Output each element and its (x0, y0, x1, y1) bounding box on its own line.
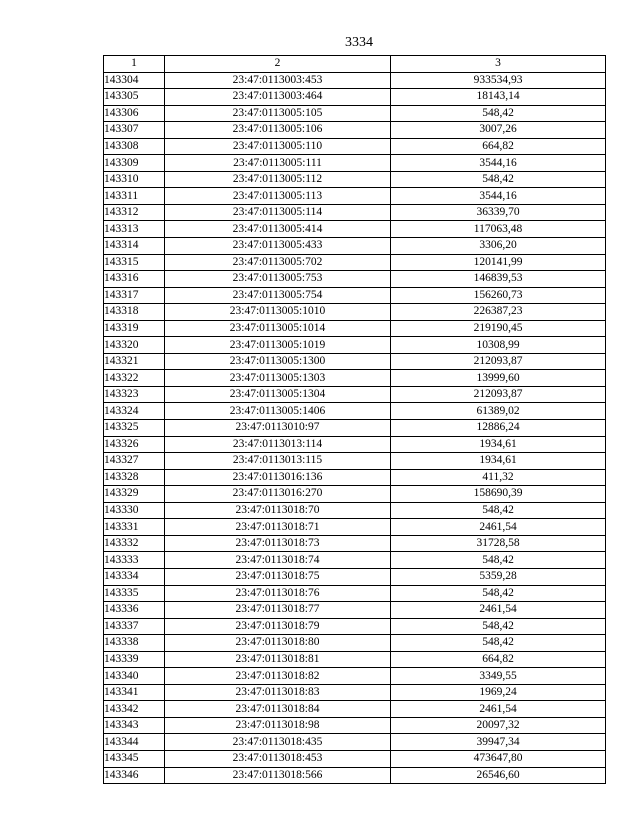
table-row (104, 767, 606, 784)
table-row (104, 635, 606, 652)
value-cell: 1934,61 (391, 436, 606, 453)
row-number-cell: 143316 (104, 271, 165, 288)
row-number-cell: 143311 (104, 188, 165, 205)
registry-table (103, 55, 606, 784)
table-row (104, 155, 606, 172)
value-cell: 548,42 (391, 105, 606, 122)
table-row (104, 436, 606, 453)
row-number-cell: 143307 (104, 122, 165, 139)
table-row (104, 171, 606, 188)
value-cell: 20097,32 (391, 717, 606, 734)
value-cell: 2461,54 (391, 602, 606, 619)
table-row (104, 585, 606, 602)
value-cell: 2461,54 (391, 701, 606, 718)
row-number-cell: 143317 (104, 287, 165, 304)
table-row (104, 552, 606, 569)
table-body (104, 72, 606, 784)
row-number-cell: 143342 (104, 701, 165, 718)
cadastral-number-cell: 23:47:0113018:79 (165, 618, 391, 635)
table-row (104, 453, 606, 470)
value-cell: 548,42 (391, 618, 606, 635)
value-cell: 212093,87 (391, 386, 606, 403)
cadastral-number-cell: 23:47:0113005:114 (165, 204, 391, 221)
cadastral-number-cell: 23:47:0113005:1019 (165, 337, 391, 354)
value-cell: 548,42 (391, 171, 606, 188)
value-cell: 156260,73 (391, 287, 606, 304)
cadastral-number-cell: 23:47:0113005:113 (165, 188, 391, 205)
table-row (104, 122, 606, 139)
row-number-cell: 143337 (104, 618, 165, 635)
cadastral-number-cell: 23:47:0113005:1010 (165, 304, 391, 321)
row-number-cell: 143338 (104, 635, 165, 652)
value-cell: 146839,53 (391, 271, 606, 288)
row-number-cell: 143321 (104, 353, 165, 370)
row-number-cell: 143344 (104, 734, 165, 751)
value-cell: 5359,28 (391, 568, 606, 585)
value-cell: 117063,48 (391, 221, 606, 238)
row-number-cell: 143339 (104, 651, 165, 668)
value-cell: 3349,55 (391, 668, 606, 685)
row-number-cell: 143304 (104, 72, 165, 89)
row-number-cell: 143312 (104, 204, 165, 221)
cadastral-number-cell: 23:47:0113018:80 (165, 635, 391, 652)
row-number-cell: 143310 (104, 171, 165, 188)
table-row (104, 370, 606, 387)
value-cell: 18143,14 (391, 89, 606, 106)
value-cell: 39947,34 (391, 734, 606, 751)
row-number-cell: 143327 (104, 453, 165, 470)
row-number-cell: 143326 (104, 436, 165, 453)
column-header-3: 3 (391, 56, 606, 73)
row-number-cell: 143329 (104, 486, 165, 503)
value-cell: 212093,87 (391, 353, 606, 370)
cadastral-number-cell: 23:47:0113003:464 (165, 89, 391, 106)
value-cell: 3306,20 (391, 238, 606, 255)
table-row (104, 734, 606, 751)
row-number-cell: 143332 (104, 535, 165, 552)
row-number-cell: 143309 (104, 155, 165, 172)
value-cell: 664,82 (391, 651, 606, 668)
cadastral-number-cell: 23:47:0113005:754 (165, 287, 391, 304)
table-row (104, 188, 606, 205)
table-row (104, 502, 606, 519)
cadastral-number-cell: 23:47:0113018:75 (165, 568, 391, 585)
table-row (104, 602, 606, 619)
cadastral-number-cell: 23:47:0113018:71 (165, 519, 391, 536)
cadastral-number-cell: 23:47:0113018:76 (165, 585, 391, 602)
cadastral-number-cell: 23:47:0113018:70 (165, 502, 391, 519)
row-number-cell: 143330 (104, 502, 165, 519)
value-cell: 548,42 (391, 585, 606, 602)
row-number-cell: 143313 (104, 221, 165, 238)
cadastral-number-cell: 23:47:0113018:84 (165, 701, 391, 718)
table-row (104, 89, 606, 106)
table-row (104, 386, 606, 403)
row-number-cell: 143341 (104, 684, 165, 701)
table-row (104, 403, 606, 420)
cadastral-number-cell: 23:47:0113005:1300 (165, 353, 391, 370)
value-cell: 26546,60 (391, 767, 606, 784)
table-row (104, 238, 606, 255)
cadastral-number-cell: 23:47:0113005:433 (165, 238, 391, 255)
cadastral-number-cell: 23:47:0113018:73 (165, 535, 391, 552)
cadastral-number-cell: 23:47:0113013:115 (165, 453, 391, 470)
row-number-cell: 143328 (104, 469, 165, 486)
cadastral-number-cell: 23:47:0113005:1304 (165, 386, 391, 403)
row-number-cell: 143322 (104, 370, 165, 387)
table-row (104, 271, 606, 288)
cadastral-number-cell: 23:47:0113005:753 (165, 271, 391, 288)
cadastral-number-cell: 23:47:0113005:1303 (165, 370, 391, 387)
row-number-cell: 143305 (104, 89, 165, 106)
value-cell: 548,42 (391, 635, 606, 652)
row-number-cell: 143323 (104, 386, 165, 403)
table-row (104, 337, 606, 354)
row-number-cell: 143325 (104, 420, 165, 437)
cadastral-number-cell: 23:47:0113005:106 (165, 122, 391, 139)
table-row (104, 105, 606, 122)
value-cell: 1969,24 (391, 684, 606, 701)
row-number-cell: 143314 (104, 238, 165, 255)
value-cell: 411,32 (391, 469, 606, 486)
row-number-cell: 143324 (104, 403, 165, 420)
table-row (104, 304, 606, 321)
table-row (104, 254, 606, 271)
value-cell: 13999,60 (391, 370, 606, 387)
table-row (104, 618, 606, 635)
table-row (104, 684, 606, 701)
value-cell: 3544,16 (391, 188, 606, 205)
table-row (104, 287, 606, 304)
table-header-row (104, 56, 606, 73)
page-number: 3334 (345, 35, 373, 50)
row-number-cell: 143336 (104, 602, 165, 619)
value-cell: 933534,93 (391, 72, 606, 89)
value-cell: 158690,39 (391, 486, 606, 503)
row-number-cell: 143335 (104, 585, 165, 602)
cadastral-number-cell: 23:47:0113005:702 (165, 254, 391, 271)
value-cell: 31728,58 (391, 535, 606, 552)
value-cell: 10308,99 (391, 337, 606, 354)
row-number-cell: 143340 (104, 668, 165, 685)
value-cell: 3544,16 (391, 155, 606, 172)
row-number-cell: 143331 (104, 519, 165, 536)
table-row (104, 72, 606, 89)
cadastral-number-cell: 23:47:0113018:435 (165, 734, 391, 751)
row-number-cell: 143346 (104, 767, 165, 784)
value-cell: 664,82 (391, 138, 606, 155)
value-cell: 226387,23 (391, 304, 606, 321)
cadastral-number-cell: 23:47:0113018:77 (165, 602, 391, 619)
table-row (104, 717, 606, 734)
cadastral-number-cell: 23:47:0113018:82 (165, 668, 391, 685)
cadastral-number-cell: 23:47:0113010:97 (165, 420, 391, 437)
table-row (104, 701, 606, 718)
cadastral-number-cell: 23:47:0113005:112 (165, 171, 391, 188)
value-cell: 548,42 (391, 552, 606, 569)
table-row (104, 568, 606, 585)
value-cell: 61389,02 (391, 403, 606, 420)
cadastral-number-cell: 23:47:0113005:414 (165, 221, 391, 238)
table-row (104, 486, 606, 503)
table-row (104, 420, 606, 437)
row-number-cell: 143306 (104, 105, 165, 122)
table-row (104, 353, 606, 370)
cadastral-number-cell: 23:47:0113005:105 (165, 105, 391, 122)
cadastral-number-cell: 23:47:0113018:566 (165, 767, 391, 784)
row-number-cell: 143318 (104, 304, 165, 321)
table-row (104, 651, 606, 668)
row-number-cell: 143334 (104, 568, 165, 585)
value-cell: 548,42 (391, 502, 606, 519)
row-number-cell: 143319 (104, 320, 165, 337)
cadastral-number-cell: 23:47:0113016:270 (165, 486, 391, 503)
row-number-cell: 143345 (104, 750, 165, 767)
cadastral-number-cell: 23:47:0113018:74 (165, 552, 391, 569)
column-header-1: 1 (104, 56, 165, 73)
table-row (104, 138, 606, 155)
table-row (104, 535, 606, 552)
value-cell: 473647,80 (391, 750, 606, 767)
cadastral-number-cell: 23:47:0113005:111 (165, 155, 391, 172)
value-cell: 36339,70 (391, 204, 606, 221)
column-header-2: 2 (165, 56, 391, 73)
cadastral-number-cell: 23:47:0113005:1014 (165, 320, 391, 337)
table-row (104, 320, 606, 337)
cadastral-number-cell: 23:47:0113018:81 (165, 651, 391, 668)
row-number-cell: 143308 (104, 138, 165, 155)
cadastral-number-cell: 23:47:0113013:114 (165, 436, 391, 453)
cadastral-number-cell: 23:47:0113018:83 (165, 684, 391, 701)
value-cell: 1934,61 (391, 453, 606, 470)
table-row (104, 668, 606, 685)
cadastral-number-cell: 23:47:0113018:453 (165, 750, 391, 767)
table-row (104, 750, 606, 767)
cadastral-number-cell: 23:47:0113005:110 (165, 138, 391, 155)
value-cell: 2461,54 (391, 519, 606, 536)
table-row (104, 469, 606, 486)
cadastral-number-cell: 23:47:0113018:98 (165, 717, 391, 734)
value-cell: 3007,26 (391, 122, 606, 139)
cadastral-number-cell: 23:47:0113016:136 (165, 469, 391, 486)
table-row (104, 519, 606, 536)
table-row (104, 204, 606, 221)
row-number-cell: 143333 (104, 552, 165, 569)
row-number-cell: 143343 (104, 717, 165, 734)
table-row (104, 221, 606, 238)
value-cell: 120141,99 (391, 254, 606, 271)
cadastral-number-cell: 23:47:0113005:1406 (165, 403, 391, 420)
row-number-cell: 143320 (104, 337, 165, 354)
value-cell: 219190,45 (391, 320, 606, 337)
row-number-cell: 143315 (104, 254, 165, 271)
cadastral-number-cell: 23:47:0113003:453 (165, 72, 391, 89)
value-cell: 12886,24 (391, 420, 606, 437)
